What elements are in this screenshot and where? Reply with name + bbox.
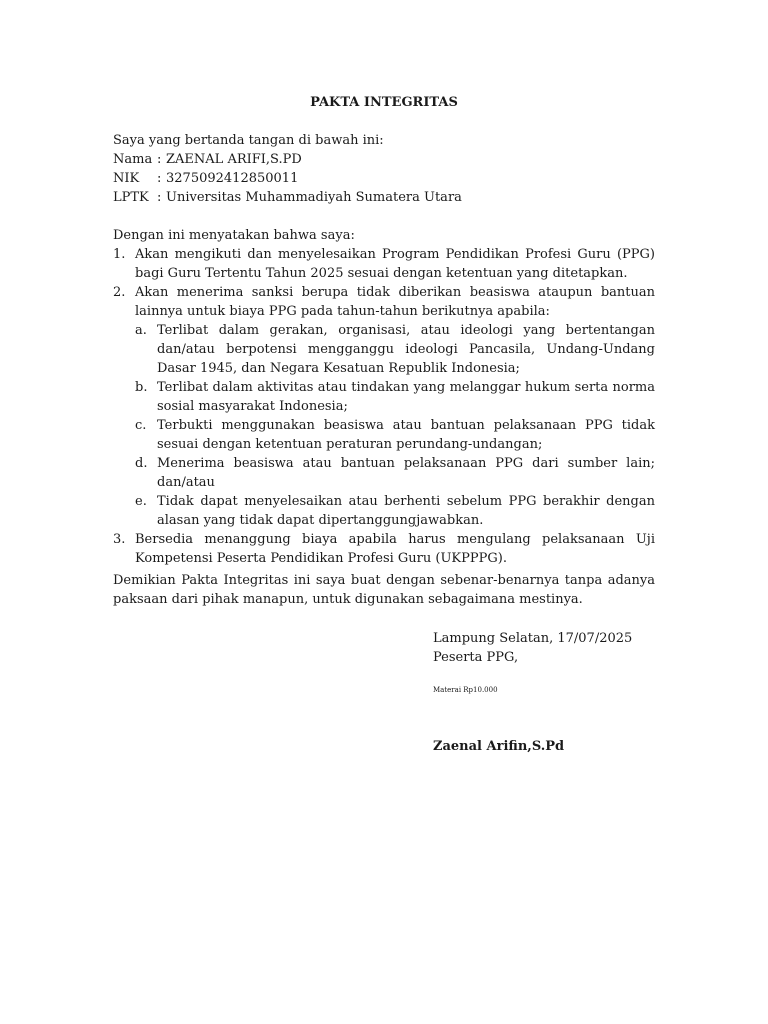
identity-value: ZAENAL ARIFI,S.PD bbox=[166, 152, 302, 167]
sanction-item bbox=[135, 492, 655, 530]
declaration-text: Akan mengikuti dan menyelesaikan Program Pendidikan Profesi Guru (PPG) bagi Guru Tertentu Tahun 2025 sesuai dengan ketentuan yang ditetapkan. bbox=[135, 247, 655, 281]
identity-row-nik bbox=[113, 169, 655, 188]
intro-text: Saya yang bertanda tangan di bawah ini: bbox=[113, 133, 384, 148]
identity-value: Universitas Muhammadiyah Sumatera Utara bbox=[166, 190, 462, 205]
document-title: PAKTA INTEGRITAS bbox=[310, 95, 458, 110]
signature-block bbox=[433, 629, 663, 667]
identity-label: LPTK bbox=[113, 190, 149, 205]
closing-paragraph: Demikian Pakta Integritas ini saya buat dengan sebenar-benarnya tanpa adanya paksaan dari pihak manapun, untuk digunakan sebagaimana mestinya. bbox=[113, 573, 655, 607]
declaration-item bbox=[113, 530, 655, 568]
sanction-text: Terlibat dalam aktivitas atau tindakan yang melanggar hukum serta norma sosial masyarakat Indonesia; bbox=[157, 380, 655, 414]
declaration-intro: Dengan ini menyatakan bahwa saya: bbox=[113, 228, 355, 243]
declaration-text: Bersedia menanggung biaya apabila harus mengulang pelaksanaan Uji Kompetensi Peserta Pendidikan Profesi Guru (UKPPPG). bbox=[135, 532, 655, 566]
identity-colon: : bbox=[157, 152, 162, 167]
sanction-text: Terlibat dalam gerakan, organisasi, atau ideologi yang bertentangan dan/atau berpotensi mengganggu ideologi Pancasila, Undang-Undang Dasar 1945, dan Negara Kesatuan Republik Indonesia; bbox=[157, 323, 655, 376]
sanction-item bbox=[135, 321, 655, 378]
list-marker: 1. bbox=[113, 247, 126, 262]
sanction-item bbox=[135, 454, 655, 492]
identity-row-name bbox=[113, 150, 655, 169]
identity-label: Nama bbox=[113, 152, 153, 167]
list-marker: c. bbox=[135, 418, 147, 433]
sanction-item bbox=[135, 416, 655, 454]
sanction-text: Tidak dapat menyelesaikan atau berhenti sebelum PPG berakhir dengan alasan yang tidak dapat dipertanggungjawabkan. bbox=[157, 494, 655, 528]
declaration-item bbox=[113, 245, 655, 283]
declaration-item bbox=[113, 283, 655, 530]
identity-section bbox=[113, 131, 655, 207]
sanction-text: Terbukti menggunakan beasiswa atau bantuan pelaksanaan PPG tidak sesuai dengan ketentuan peraturan perundang-undangan; bbox=[157, 418, 655, 452]
signer-role: Peserta PPG, bbox=[433, 650, 519, 665]
list-marker: d. bbox=[135, 456, 148, 471]
identity-colon: : bbox=[157, 171, 162, 186]
list-marker: 3. bbox=[113, 532, 126, 547]
declaration-list bbox=[113, 245, 655, 568]
identity-colon: : bbox=[157, 190, 162, 205]
identity-label: NIK bbox=[113, 171, 140, 186]
list-marker: a. bbox=[135, 323, 147, 338]
sanction-text: Menerima beasiswa atau bantuan pelaksanaan PPG dari sumber lain; dan/atau bbox=[157, 456, 655, 490]
list-marker: e. bbox=[135, 494, 147, 509]
materai-label: Materai Rp10.000 bbox=[433, 686, 498, 694]
identity-row-lptk bbox=[113, 188, 655, 207]
list-marker: 2. bbox=[113, 285, 126, 300]
declaration-section bbox=[113, 226, 655, 568]
declaration-item-body bbox=[135, 283, 655, 530]
sanction-item bbox=[135, 378, 655, 416]
identity-value: 3275092412850011 bbox=[166, 171, 299, 186]
place-date: Lampung Selatan, 17/07/2025 bbox=[433, 631, 633, 646]
declaration-text: Akan menerima sanksi berupa tidak diberikan beasiswa ataupun bantuan lainnya untuk biaya PPG pada tahun-tahun berikutnya apabila: bbox=[135, 285, 655, 319]
list-marker: b. bbox=[135, 380, 148, 395]
signer-name: Zaenal Arifin,S.Pd bbox=[433, 739, 565, 754]
